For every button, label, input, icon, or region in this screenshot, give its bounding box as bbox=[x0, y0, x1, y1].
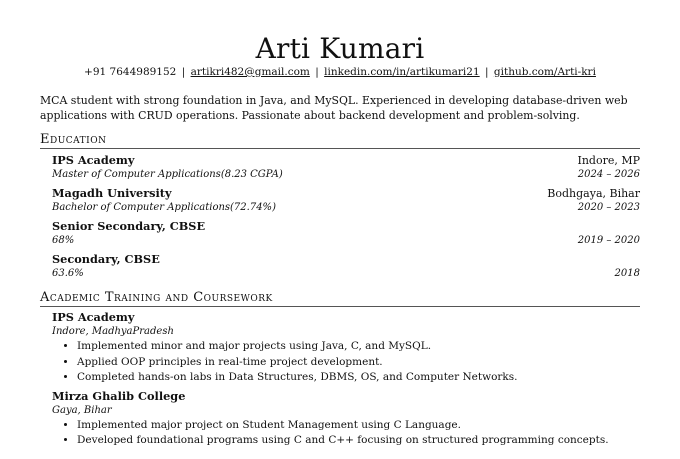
list-item: • Completed hands-on labs in Data Structures, DBMS, OS, and Computer Networks. bbox=[77, 370, 640, 386]
separator: | bbox=[181, 66, 186, 78]
institution-location: Indore, MP bbox=[577, 154, 640, 167]
date-range: 2020 – 2023 bbox=[577, 202, 640, 213]
training-entry bbox=[52, 389, 640, 449]
contact-line bbox=[40, 66, 640, 79]
training-entry bbox=[52, 310, 640, 386]
date-range: 2024 – 2026 bbox=[577, 169, 640, 180]
education-list bbox=[40, 153, 640, 281]
date-range: 2018 bbox=[614, 268, 640, 279]
separator: | bbox=[485, 66, 489, 78]
bullet-list bbox=[52, 418, 640, 449]
degree: Master of Computer Applications(8.23 CGPA) bbox=[52, 169, 283, 180]
institution-name: Senior Secondary, CBSE bbox=[52, 219, 206, 233]
training-list bbox=[40, 310, 640, 449]
candidate-name: Arti Kumari bbox=[255, 32, 425, 65]
list-item: • Applied OOP principles in real-time project development. bbox=[77, 355, 640, 371]
education-entry bbox=[52, 186, 640, 215]
degree: Bachelor of Computer Applications(72.74%) bbox=[52, 202, 276, 213]
education-entry bbox=[52, 153, 640, 182]
score: 63.6% bbox=[52, 268, 84, 279]
list-item: • Developed foundational programs using C and C++ focusing on structured programming concepts. bbox=[77, 433, 640, 449]
institution-location: Bodhgaya, Bihar bbox=[547, 187, 640, 200]
institution-name: IPS Academy bbox=[52, 310, 135, 324]
bullet-list bbox=[52, 339, 640, 386]
education-heading: Education bbox=[40, 133, 640, 149]
summary-text: MCA student with strong foundation in Java, and MySQL. Experienced in developing database-driven web applications with CRUD operations. Passionate about backend development and problem-solving. bbox=[40, 94, 628, 122]
institution-name: IPS Academy bbox=[52, 153, 135, 167]
education-entry bbox=[52, 252, 640, 281]
score: 68% bbox=[52, 235, 75, 246]
institution-name: Magadh University bbox=[52, 186, 172, 200]
training-heading: Academic Training and Coursework bbox=[40, 291, 640, 307]
phone-number: +91 7644989152 bbox=[84, 66, 177, 78]
github-link[interactable]: github.com/Arti-kri bbox=[493, 66, 596, 78]
resume-page bbox=[40, 0, 640, 459]
education-entry bbox=[52, 219, 640, 248]
linkedin-link[interactable]: linkedin.com/in/artikumari21 bbox=[324, 66, 480, 78]
institution-name: Secondary, CBSE bbox=[52, 252, 160, 266]
email-link[interactable]: artikri482@gmail.com bbox=[190, 66, 310, 78]
institution-name: Mirza Ghalib College bbox=[52, 388, 186, 403]
separator: | bbox=[315, 66, 319, 78]
date-range: 2019 – 2020 bbox=[577, 235, 640, 246]
institution-location: Indore, MadhyaPradesh bbox=[52, 326, 174, 337]
list-item: • Implemented minor and major projects using Java, C, and MySQL. bbox=[77, 339, 640, 355]
institution-location: Gaya, Bihar bbox=[52, 404, 112, 416]
list-item: • Implemented major project on Student Management using C Language. bbox=[77, 418, 640, 434]
